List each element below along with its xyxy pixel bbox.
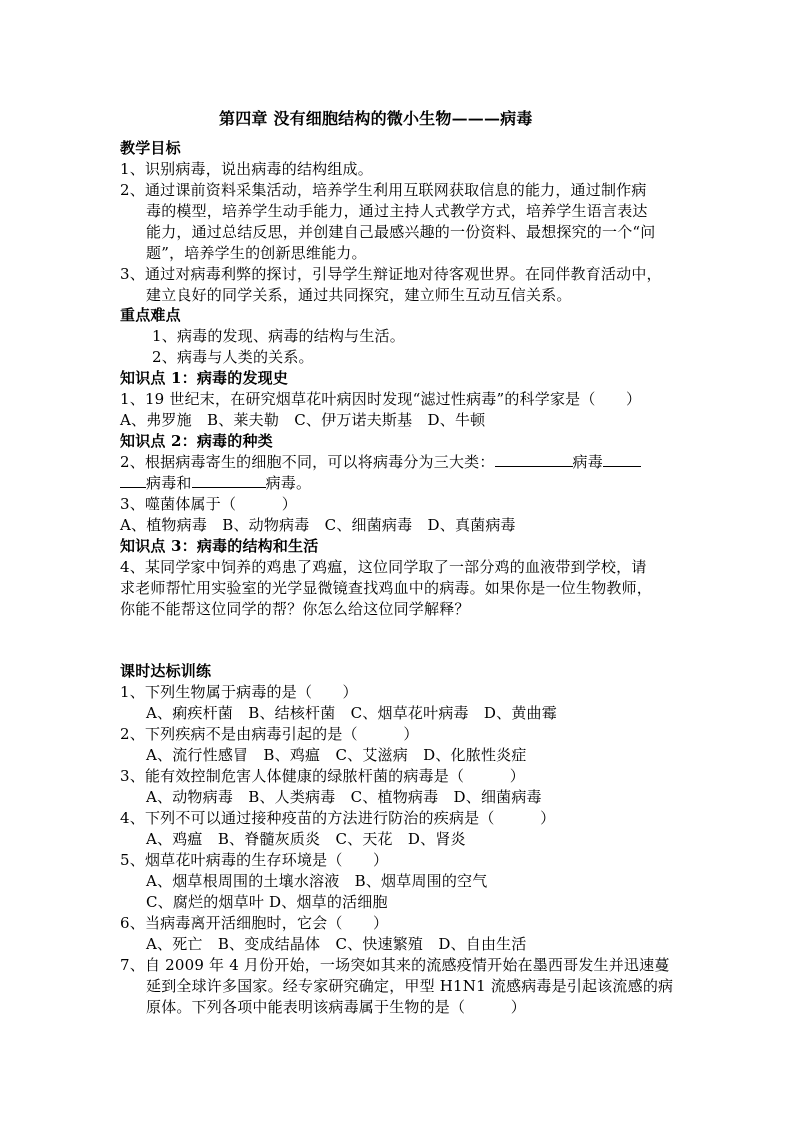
training-q5-options-ab: A、烟草根周围的土壤水溶液 B、烟草周围的空气 — [146, 872, 488, 890]
training-q1-options: A、痢疾杆菌 B、结核杆菌 C、烟草花叶病毒 D、黄曲霉 — [146, 704, 557, 722]
fill-blank-3[interactable] — [192, 473, 266, 488]
training-q3-options: A、动物病毒 B、人类病毒 C、植物病毒 D、细菌病毒 — [146, 788, 542, 806]
training-q4-options: A、鸡瘟 B、脊髓灰质炎 C、天花 D、肾炎 — [146, 830, 466, 848]
training-q5: 5、烟草花叶病毒的生存环境是（ ） — [120, 851, 389, 869]
fill-blank-2-cont[interactable] — [120, 473, 146, 488]
kp3-question-line-2: 求老师帮忙用实验室的光学显微镜查找鸡血中的病毒。如果你是一位生物教师， — [120, 579, 653, 597]
kp2-q2-text-a: 2、根据病毒寄生的细胞不同，可以将病毒分为三大类： — [120, 453, 495, 471]
training-q4: 4、下列不可以通过接种疫苗的方法进行防治的疾病是（ ） — [120, 809, 556, 827]
kp2-q2-text-d: 病毒。 — [265, 474, 312, 492]
training-q7-line-2: 延到全球许多国家。经专家研究确定，甲型 H1N1 流感病毒是引起该流感的病 — [146, 977, 674, 995]
kp2-q2-text-c: 病毒和 — [146, 474, 192, 492]
training-q6: 6、当病毒离开活细胞时，它会（ ） — [120, 914, 389, 932]
goals-heading: 教学目标 — [120, 139, 181, 157]
goal-3-line-2: 建立良好的同学关系，通过共同探究，建立师生互动互信关系。 — [146, 286, 572, 304]
knowledge-point-2-heading: 知识点 2：病毒的种类 — [120, 432, 273, 450]
goal-3-line-1: 3、通过对病毒利弊的探讨，引导学生辩证地对待客观世界。在同伴教育活动中， — [120, 265, 662, 283]
fill-blank-1[interactable] — [495, 452, 573, 467]
knowledge-point-1-heading: 知识点 1：病毒的发现史 — [120, 369, 289, 387]
training-q6-options: A、死亡 B、变成结晶体 C、快速繁殖 D、自由生活 — [146, 935, 527, 953]
training-heading: 课时达标训练 — [120, 662, 212, 680]
kp1-question: 1、19 世纪末，在研究烟草花叶病因时发现“滤过性病毒”的科学家是（ ） — [120, 390, 642, 408]
goal-2-line-2: 毒的模型，培养学生动手能力，通过主持人式教学方式，培养学生语言表达 — [146, 202, 648, 220]
goal-2-line-1: 2、通过课前资料采集活动，培养学生利用互联网获取信息的能力，通过制作病 — [120, 181, 647, 199]
kp2-options: A、植物病毒 B、动物病毒 C、细菌病毒 D、真菌病毒 — [120, 516, 516, 534]
kp3-question-line-3: 你能不能帮这位同学的帮？你怎么给这位同学解释？ — [120, 600, 470, 618]
kp2-q2-text-b: 病毒 — [572, 453, 603, 471]
key-point-1: 1、病毒的发现、病毒的结构与生活。 — [152, 327, 405, 345]
goal-2-line-3: 能力，通过总结反思，并创建自己最感兴趣的一份资料、最想探究的一个“问 — [146, 223, 656, 241]
training-q1: 1、下列生物属于病毒的是（ ） — [120, 683, 358, 701]
training-q2-options: A、流行性感冒 B、鸡瘟 C、艾滋病 D、化脓性炎症 — [146, 746, 527, 764]
key-points-heading: 重点难点 — [120, 306, 181, 324]
training-q2: 2、下列疾病不是由病毒引起的是（ ） — [120, 725, 419, 743]
kp2-question-2-line-1 — [120, 452, 641, 472]
training-q3: 3、能有效控制危害人体健康的绿脓杆菌的病毒是（ ） — [120, 767, 525, 785]
training-q7-line-1: 7、自 2009 年 4 月份开始，一场突如其来的流感疫情开始在墨西哥发生并迅速蔓 — [120, 956, 670, 974]
training-q5-options-cd: C、腐烂的烟草叶 D、烟草的活细胞 — [146, 893, 388, 911]
goal-1: 1、识别病毒，说出病毒的结构组成。 — [120, 160, 373, 178]
kp1-options: A、弗罗施 B、莱夫勒 C、伊万诺夫斯基 D、牛顿 — [120, 411, 486, 429]
kp3-question-line-1: 4、某同学家中饲养的鸡患了鸡瘟，这位同学取了一部分鸡的血液带到学校，请 — [120, 558, 647, 576]
fill-blank-2[interactable] — [603, 452, 641, 467]
page-title: 第四章 没有细胞结构的微小生物———病毒 — [219, 109, 533, 128]
kp2-question-2-line-2 — [120, 473, 311, 493]
goal-2-line-4: 题”，培养学生的创新思维能力。 — [146, 244, 367, 262]
knowledge-point-3-heading: 知识点 3：病毒的结构和生活 — [120, 537, 319, 555]
kp2-question-3: 3、噬菌体属于（ ） — [120, 495, 297, 513]
key-point-2: 2、病毒与人类的关系。 — [152, 348, 314, 366]
training-q7-line-3: 原体。下列各项中能表明该病毒属于生物的是（ ） — [146, 998, 527, 1016]
